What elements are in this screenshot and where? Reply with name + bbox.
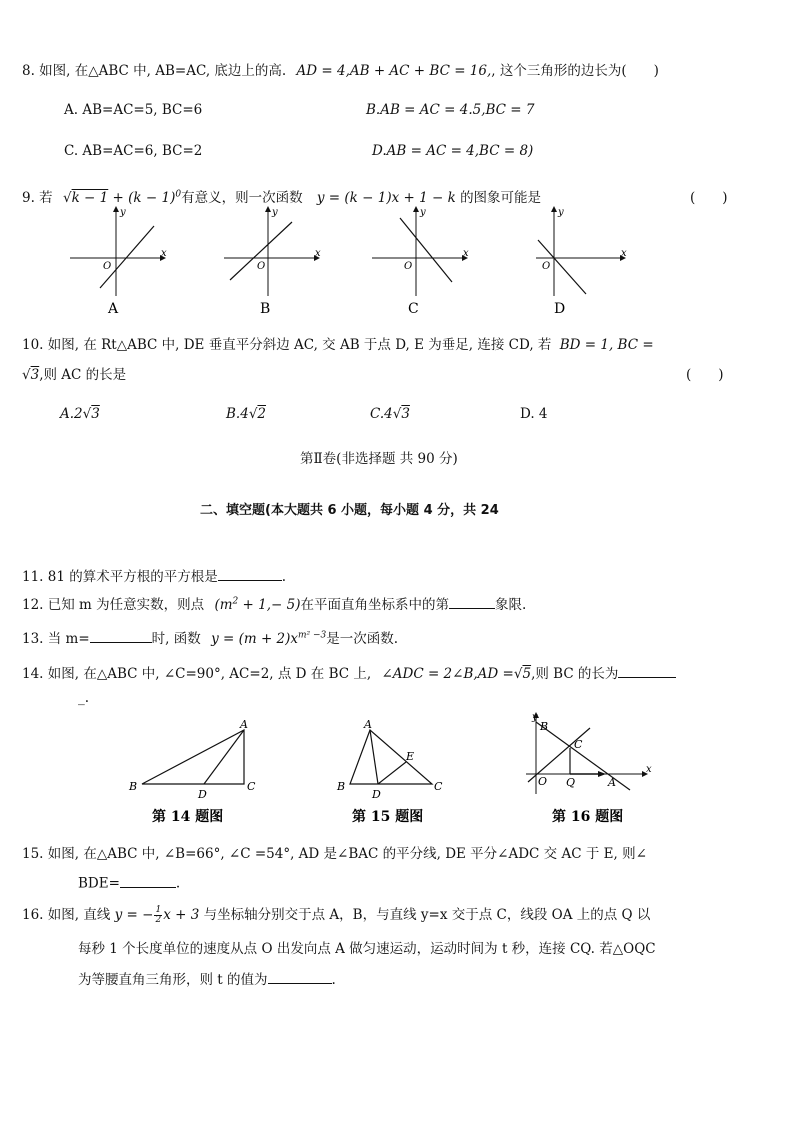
fig15-label-e: E <box>406 750 415 763</box>
q10-option-b: B.4√2 <box>226 406 267 422</box>
q15-line2: BDE= . <box>78 873 180 892</box>
q9-part1: + (k − 1) <box>108 190 176 206</box>
q9-sqrt-arg: k − 1 <box>71 190 109 206</box>
section2-title: 第Ⅱ卷(非选择题 共 90 分) <box>300 451 458 467</box>
q9b-origin: O <box>257 261 266 272</box>
q13-pre: 13. 当 m= <box>22 631 90 647</box>
q10-option-c: C.4√3 <box>370 406 410 422</box>
q12-line: 12. 已知 m 为任意实数，则点 $(m^2 + 1,- 5)$在平面直角坐标系中的第 象限. <box>22 596 527 613</box>
fig16-label-a: A <box>608 776 616 789</box>
q10-sqrt3: 3 <box>30 367 40 383</box>
q9-graph-d <box>534 206 634 316</box>
q9-answer-paren: ( ) <box>690 190 728 206</box>
q9b-y-label: y <box>272 207 278 218</box>
q10-math1: BD = 1, BC = <box>559 337 654 353</box>
q9b-x-label: x <box>315 248 321 259</box>
q14-text1: 14. 如图, 在△ABC 中, ∠C=90°, AC=2, 点 D 在 BC 上, <box>22 666 372 682</box>
q14-answer-blank[interactable] <box>618 664 676 679</box>
fig16-label-b: B <box>540 720 549 733</box>
q9-graph-a <box>68 206 168 316</box>
fig16-label-q: Q <box>566 776 576 789</box>
q10-option-d: D. 4 <box>520 406 548 422</box>
fig16-caption: 第 16 题图 <box>552 809 624 825</box>
q16-line2: 每秒 1 个长度单位的速度从点 O 出发向点 A 做匀速运动，运动时间为 t 秒，连接 CQ. 若△OQC <box>78 941 656 957</box>
q16-line3: 为等腰直角三角形，则 t 的值为 . <box>78 968 336 988</box>
q10-answer-paren: ( ) <box>686 367 724 383</box>
q13-post: 是一次函数. <box>326 631 399 647</box>
fig16-label-o: O <box>538 775 548 788</box>
figure-14 <box>124 718 274 830</box>
q9a-x-label: x <box>161 248 167 259</box>
fig15-label-b: B <box>337 780 346 793</box>
q13-line: 13. 当 m= 时, 函数 $y = (m + 2)x^{m^2 -3}$是一次函数. <box>22 630 399 647</box>
q9c-origin: O <box>404 261 413 272</box>
q12-pre: 12. 已知 m 为任意实数，则点 <box>22 597 205 613</box>
q12-post: 在平面直角坐标系中的第 <box>300 597 449 613</box>
fig14-label-d: D <box>198 788 207 801</box>
q8-stem: 8. 如图, 在△ABC 中, AB=AC, 底边上的高. <box>22 63 287 79</box>
fig14-label-b: B <box>129 780 138 793</box>
q14-line1: 14. 如图, 在△ABC 中, ∠C=90°, AC=2, 点 D 在 BC 上, ∠ADC = 2∠B,AD =√5,则 BC 的长为 <box>22 662 676 682</box>
q10-line2: √3,则 AC 的长是 <box>22 367 127 383</box>
q8-option-c: C. AB=AC=6, BC=2 <box>64 143 203 159</box>
fig14-label-c: C <box>247 780 256 793</box>
q14-math: ∠ADC = 2∠B,AD = <box>381 666 514 682</box>
q9-graph-c <box>370 206 470 316</box>
fig16-label-c: C <box>574 738 583 751</box>
fig15-label-a: A <box>364 718 372 731</box>
section2-subtitle: 二、填空题(本大题共 6 小题，每小题 4 分，共 24 <box>200 503 499 518</box>
q9d-x-label: x <box>621 248 627 259</box>
figure-16 <box>522 710 662 830</box>
q9-func: y = (k − 1)x + 1 − k <box>316 190 456 206</box>
q9-text1: 有意义，则一次函数 <box>181 190 303 206</box>
q9c-x-label: x <box>463 248 469 259</box>
q10-line1 <box>22 333 654 353</box>
q9-label-b: B <box>260 301 271 317</box>
figure-15 <box>330 718 460 830</box>
q8-stem-line <box>22 59 659 79</box>
q14-line2: _. <box>78 690 90 706</box>
q9-graph-b <box>222 206 322 316</box>
q9a-y-label: y <box>120 207 126 218</box>
fig15-caption: 第 15 题图 <box>352 809 424 825</box>
q8-option-d: D.AB = AC = 4,BC = 8) <box>372 143 534 159</box>
q15-line1: 15. 如图, 在△ABC 中, ∠B=66°, ∠C =54°, AD 是∠BAC 的平分线, DE 平分∠ADC 交 AC 于 E, 则∠ <box>22 846 647 862</box>
q9-text2: 的图象可能是 <box>460 190 542 206</box>
fig16-label-y: y <box>532 712 538 723</box>
q9-stem-line: 9. 若 $√k - 1 + (k - 1)^0$有意义，则一次函数 y = (k − 1)x + 1 − k 的图象可能是 <box>22 189 542 206</box>
fig15-label-c: C <box>434 780 443 793</box>
q9-num: 9. 若 <box>22 190 53 206</box>
q9a-origin: O <box>103 261 112 272</box>
q16-pre: 16. 如图, 直线 <box>22 907 111 923</box>
q11-answer-blank[interactable] <box>218 567 282 582</box>
fig15-label-d: D <box>372 788 381 801</box>
q15-answer-blank[interactable] <box>120 873 176 888</box>
fig14-caption: 第 14 题图 <box>152 809 224 825</box>
q10-text2: ,则 AC 的长是 <box>39 367 127 383</box>
q9-label-c: C <box>408 301 419 317</box>
q10-text1: 10. 如图, 在 Rt△ABC 中, DE 垂直平分斜边 AC, 交 AB 于点 D, E 为垂足, 连接 CD, 若 <box>22 337 552 353</box>
q9-label-d: D <box>554 301 566 317</box>
q16-answer-blank[interactable] <box>268 970 332 985</box>
q8-option-b: B.AB = AC = 4.5,BC = 7 <box>366 102 535 118</box>
q9d-y-label: y <box>558 207 564 218</box>
q14-text1b: ,则 BC 的长为 <box>531 666 619 682</box>
q11-text: 11. 81 的算术平方根的平方根是 <box>22 569 218 585</box>
q8-math: AD = 4,AB + AC + BC = 16, <box>296 63 492 79</box>
q16-text1: 与坐标轴分别交于点 A，B，与直线 y=x 交于点 C，线段 OA 上的点 Q 以 <box>203 907 651 923</box>
q10-option-a: A.2√3 <box>60 406 100 422</box>
q9d-origin: O <box>542 261 551 272</box>
fig14-label-a: A <box>240 718 248 731</box>
q9c-y-label: y <box>420 207 426 218</box>
q9-label-a: A <box>108 301 119 317</box>
q9-exp0: 0 <box>175 189 182 200</box>
q13-mid: 时, 函数 <box>151 631 201 647</box>
q8-option-a: A. AB=AC=5, BC=6 <box>64 102 203 118</box>
q12-answer-blank[interactable] <box>449 595 495 610</box>
q16-line1: 16. 如图, 直线 y = − $\frac{1}{2}$ x + 3 与坐标轴分别交于点 A，B，与直线 y=x 交于点 C，线段 OA 上的点 Q 以 <box>22 905 651 925</box>
q13-answer-blank[interactable] <box>90 629 152 644</box>
fig16-label-x: x <box>646 764 652 775</box>
q8-tail: , 这个三角形的边长为( ) <box>491 63 659 79</box>
q11-line: 11. 81 的算术平方根的平方根是 . <box>22 565 286 585</box>
